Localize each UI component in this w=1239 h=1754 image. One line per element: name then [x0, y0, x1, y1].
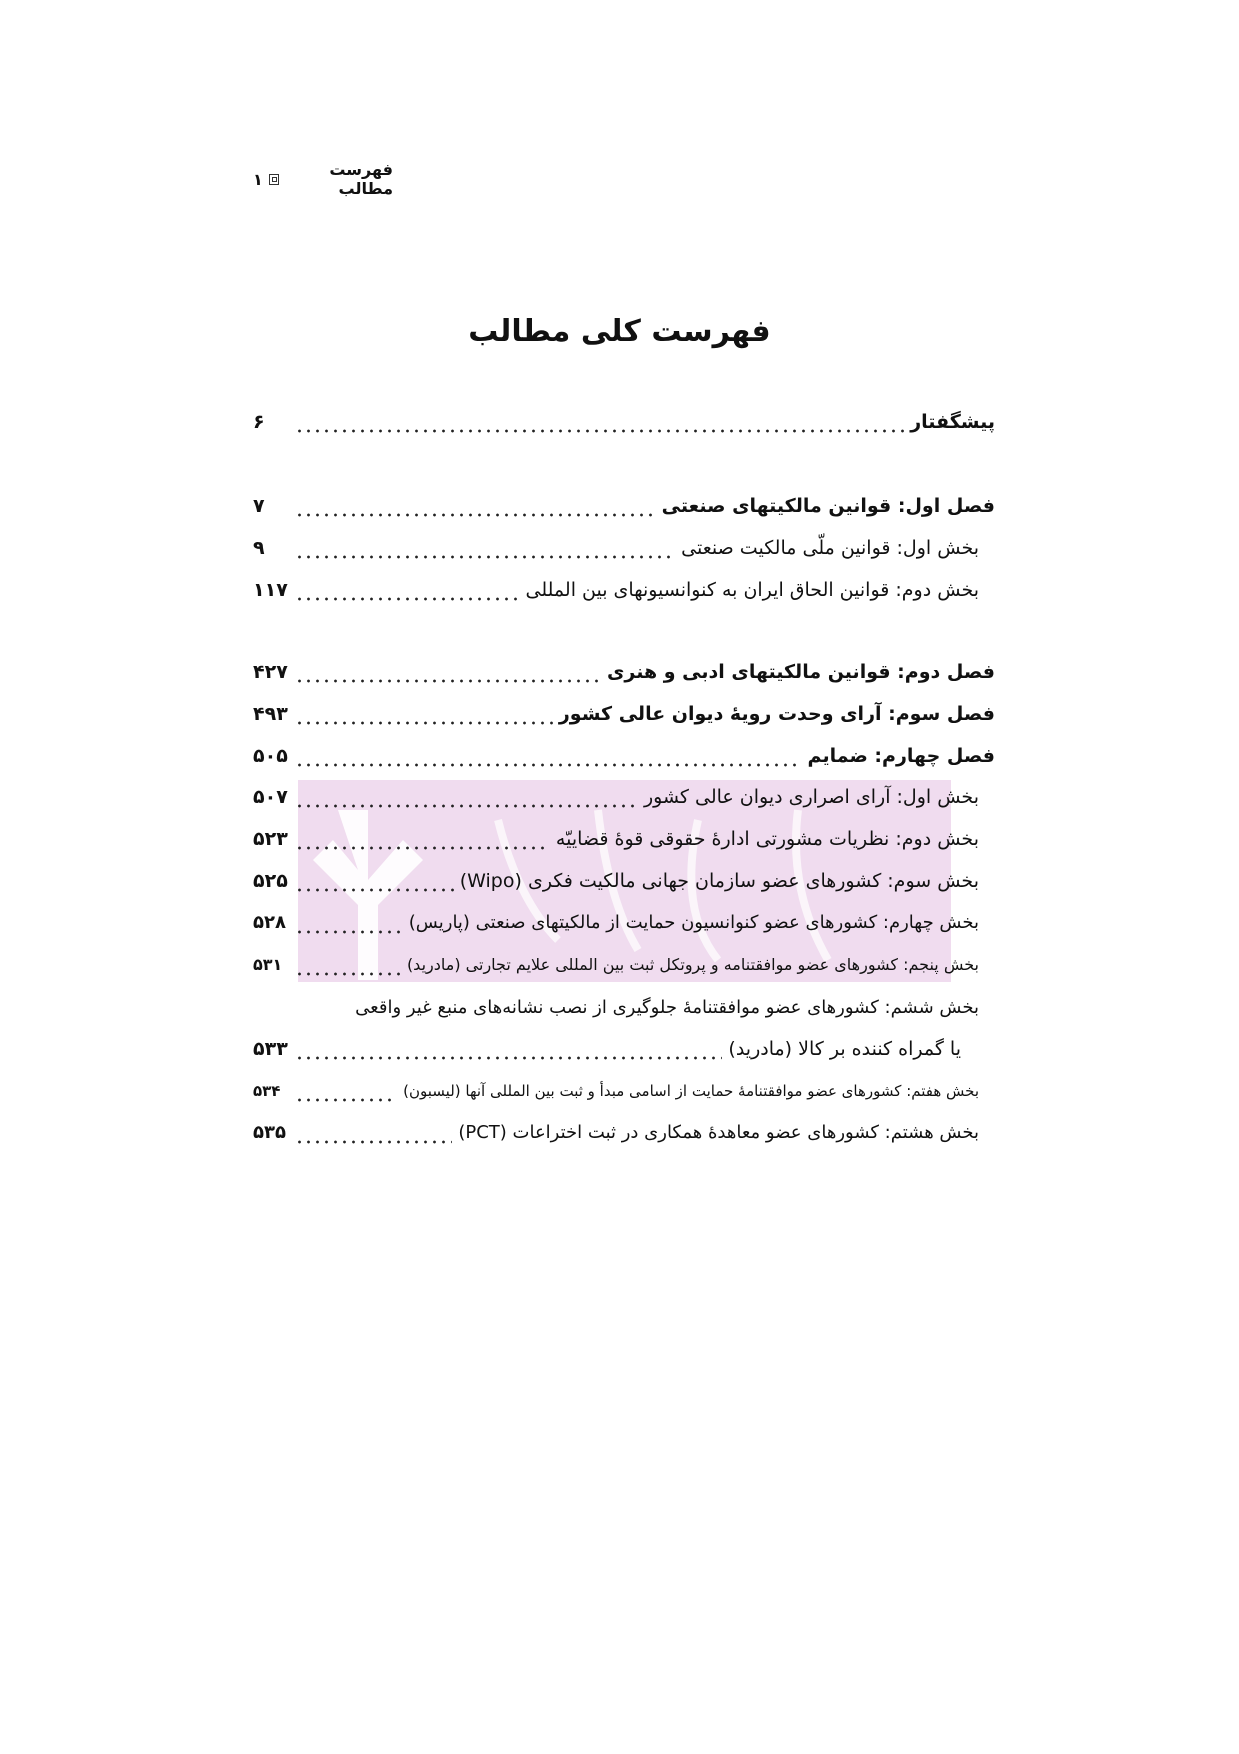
- entry-label: فصل چهارم: ضمایم: [807, 745, 995, 767]
- entry-label: بخش سوم: کشورهای عضو سازمان جهانی مالکیت فکری (Wipo): [459, 870, 979, 892]
- dot-leader: [295, 866, 454, 896]
- dot-leader: [295, 657, 601, 687]
- entry-page: ۵۰۷: [253, 786, 288, 808]
- dot-leader: [295, 699, 553, 729]
- entry-label: بخش چهارم: کشورهای عضو کنوانسیون حمایت از مالکیتهای صنعتی (پاریس): [408, 912, 979, 933]
- toc-entry[interactable]: [253, 533, 995, 563]
- ornament-icon: [269, 174, 279, 185]
- toc-entry[interactable]: [253, 1034, 995, 1064]
- toc-entry[interactable]: [253, 824, 995, 854]
- dot-leader: [295, 950, 401, 980]
- toc-entry[interactable]: [253, 407, 995, 437]
- toc-entry[interactable]: [253, 866, 995, 896]
- entry-label: بخش دوم: نظریات مشورتی ادارهٔ حقوقی قوهٔ قضاییّه: [555, 828, 979, 850]
- entry-page: ۵۳۵: [253, 1122, 286, 1143]
- entry-label: پیشگفتار: [910, 411, 995, 433]
- toc-entry[interactable]: [253, 993, 995, 1023]
- leader-spacer: [295, 993, 349, 1023]
- entry-page: ۹: [253, 537, 265, 559]
- entry-page: ۴۲۷: [253, 661, 288, 683]
- entry-page: ۵۲۵: [253, 870, 288, 892]
- entry-label: بخش هفتم: کشورهای عضو موافقتنامهٔ حمایت از اسامی مبدأ و ثبت بین المللی آنها (لیسبون): [403, 1082, 979, 1100]
- entry-page: ۵۲۸: [253, 912, 286, 933]
- toc-entry[interactable]: [253, 657, 995, 687]
- entry-label: فصل اول: قوانین مالکیتهای صنعتی: [661, 495, 995, 517]
- page-title: فهرست کلی مطالب: [468, 314, 771, 349]
- entry-label: بخش هشتم: کشورهای عضو معاهدهٔ همکاری در ثبت اختراعات (PCT): [458, 1122, 979, 1143]
- dot-leader: [295, 533, 675, 563]
- entry-label: بخش پنجم: کشورهای عضو موافقتنامه و پروتکل ثبت بین المللی علایم تجارتی (مادرید): [406, 955, 979, 974]
- dot-leader: [295, 407, 904, 437]
- dot-leader: [295, 908, 403, 938]
- toc-entry[interactable]: [253, 741, 995, 771]
- entry-label: یا گمراه کننده بر کالا (مادرید): [728, 1038, 961, 1060]
- dot-leader: [295, 741, 802, 771]
- entry-page: ۵۳۱: [253, 955, 283, 974]
- entry-label: بخش دوم: قوانین الحاق ایران به کنوانسیونهای بین المللی: [525, 579, 979, 601]
- entry-page: ۶: [253, 411, 265, 433]
- entry-page: ۴۹۳: [253, 703, 288, 725]
- dot-leader: [295, 782, 638, 812]
- dot-leader: [295, 1034, 722, 1064]
- dot-leader: [295, 824, 550, 854]
- toc-entry[interactable]: [253, 575, 995, 605]
- entry-page: ۵۳۳: [253, 1038, 288, 1060]
- entry-label: بخش اول: آرای اصراری دیوان عالی کشور: [643, 786, 979, 808]
- toc-entry[interactable]: [253, 782, 995, 812]
- entry-label: بخش اول: قوانین ملّی مالکیت صنعتی: [681, 537, 979, 559]
- entry-page: ۱۱۷: [253, 579, 288, 601]
- dot-leader: [295, 1076, 397, 1106]
- running-head: [253, 160, 393, 198]
- entry-page: ۵۲۳: [253, 828, 288, 850]
- entry-page: ۵۰۵: [253, 745, 288, 767]
- entry-label: بخش ششم: کشورهای عضو موافقتنامهٔ جلوگیری از نصب نشانه‌های منبع غیر واقعی: [355, 997, 979, 1018]
- toc-entry[interactable]: [253, 1076, 995, 1106]
- toc-entry[interactable]: [253, 950, 995, 980]
- entry-page: ۷: [253, 495, 265, 517]
- toc-entry[interactable]: [253, 1118, 995, 1148]
- dot-leader: [295, 575, 520, 605]
- toc-entry[interactable]: [253, 491, 995, 521]
- entry-label: فصل سوم: آرای وحدت رویهٔ دیوان عالی کشور: [558, 703, 995, 725]
- entry-page: ۵۳۴: [253, 1082, 281, 1100]
- running-head-title: فهرست مطالب: [329, 160, 393, 198]
- entry-label: فصل دوم: قوانین مالکیتهای ادبی و هنری: [606, 661, 995, 683]
- toc-entry[interactable]: [253, 699, 995, 729]
- dot-leader: [295, 1118, 452, 1148]
- dot-leader: [295, 491, 656, 521]
- running-head-page: ۱: [253, 169, 263, 189]
- toc-entry[interactable]: [253, 908, 995, 938]
